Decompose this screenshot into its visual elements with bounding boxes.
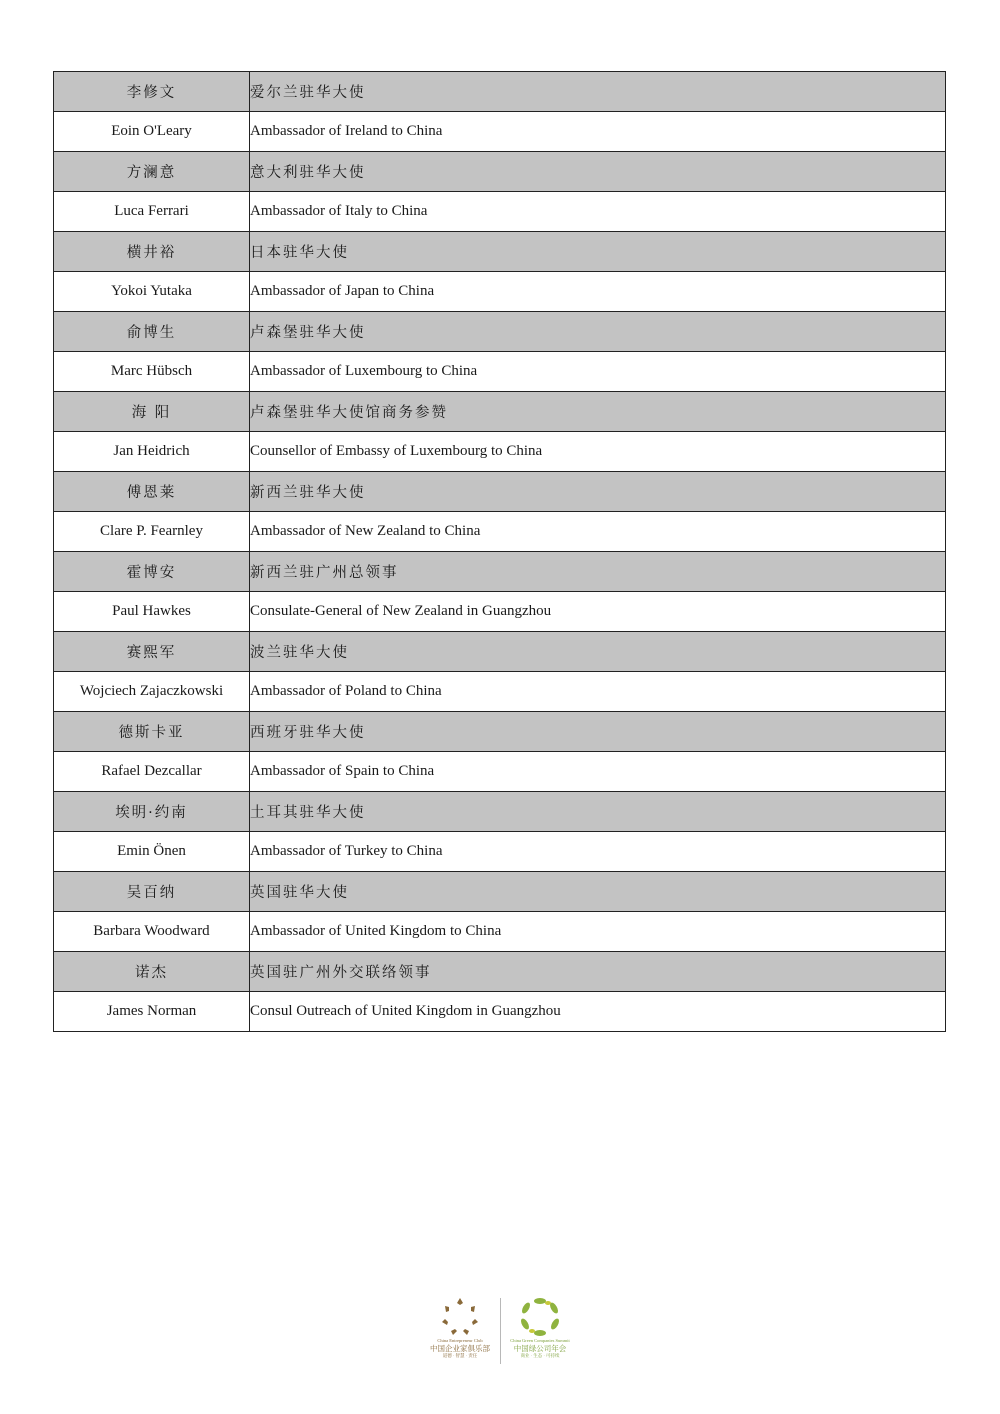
cec-emblem-icon: [437, 1296, 483, 1338]
title-cell: 西班牙驻华大使: [250, 712, 946, 752]
name-cell: 埃明·约南: [54, 792, 250, 832]
title-cell: Counsellor of Embassy of Luxembourg to China: [250, 432, 946, 472]
table-row-english: [54, 432, 946, 472]
title-cell: Consulate-General of New Zealand in Guangzhou: [250, 592, 946, 632]
name-cell: 方澜意: [54, 152, 250, 192]
cec-english-name: China Entrepreneur Club: [437, 1338, 483, 1343]
table-row-english: [54, 592, 946, 632]
name-cell: 赛熙军: [54, 632, 250, 672]
name-cell: Barbara Woodward: [54, 912, 250, 952]
table-row-english: [54, 112, 946, 152]
cgcs-chinese-name: 中国绿公司年会: [513, 1343, 567, 1353]
title-cell: Ambassador of Spain to China: [250, 752, 946, 792]
china-green-companies-logo: [505, 1296, 575, 1358]
name-cell: 霍博安: [54, 552, 250, 592]
title-cell: 意大利驻华大使: [250, 152, 946, 192]
title-cell: 卢森堡驻华大使: [250, 312, 946, 352]
title-cell: Ambassador of Ireland to China: [250, 112, 946, 152]
table-row-english: [54, 752, 946, 792]
diplomat-roster-table: [53, 71, 946, 1032]
title-cell: 卢森堡驻华大使馆商务参赞: [250, 392, 946, 432]
name-cell: 横井裕: [54, 232, 250, 272]
name-cell: 海 阳: [54, 392, 250, 432]
name-cell: 俞博生: [54, 312, 250, 352]
name-cell: 吴百纳: [54, 872, 250, 912]
title-cell: Ambassador of Italy to China: [250, 192, 946, 232]
table-row-english: [54, 512, 946, 552]
table-row-english: [54, 672, 946, 712]
title-cell: 新西兰驻华大使: [250, 472, 946, 512]
table-row-english: [54, 912, 946, 952]
name-cell: Rafael Dezcallar: [54, 752, 250, 792]
cgcs-motto: 商业 · 生态 · 可持续: [520, 1352, 560, 1358]
name-cell: James Norman: [54, 992, 250, 1032]
cec-motto: 道德 · 智慧 · 责任: [442, 1352, 478, 1358]
title-cell: Ambassador of United Kingdom to China: [250, 912, 946, 952]
title-cell: 波兰驻华大使: [250, 632, 946, 672]
title-cell: Ambassador of Japan to China: [250, 272, 946, 312]
logo-divider: [500, 1298, 501, 1364]
title-cell: 日本驻华大使: [250, 232, 946, 272]
table-row-english: [54, 992, 946, 1032]
table-row-chinese: [54, 152, 946, 192]
green-leaf-ring-icon: [517, 1296, 563, 1338]
name-cell: 傅恩莱: [54, 472, 250, 512]
table-row-chinese: [54, 392, 946, 432]
table-row-chinese: [54, 472, 946, 512]
name-cell: Clare P. Fearnley: [54, 512, 250, 552]
title-cell: 土耳其驻华大使: [250, 792, 946, 832]
title-cell: 英国驻广州外交联络领事: [250, 952, 946, 992]
title-cell: Ambassador of Luxembourg to China: [250, 352, 946, 392]
title-cell: Consul Outreach of United Kingdom in Guangzhou: [250, 992, 946, 1032]
table-row-chinese: [54, 312, 946, 352]
table-row-english: [54, 832, 946, 872]
name-cell: Wojciech Zajaczkowski: [54, 672, 250, 712]
name-cell: 李修文: [54, 72, 250, 112]
table-row-chinese: [54, 632, 946, 672]
name-cell: Jan Heidrich: [54, 432, 250, 472]
table-row-chinese: [54, 552, 946, 592]
name-cell: Marc Hübsch: [54, 352, 250, 392]
table-row-chinese: [54, 952, 946, 992]
name-cell: Luca Ferrari: [54, 192, 250, 232]
title-cell: 爱尔兰驻华大使: [250, 72, 946, 112]
table-row-chinese: [54, 872, 946, 912]
table-row-chinese: [54, 712, 946, 752]
title-cell: Ambassador of Turkey to China: [250, 832, 946, 872]
title-cell: 新西兰驻广州总领事: [250, 552, 946, 592]
name-cell: 德斯卡亚: [54, 712, 250, 752]
footer-logos: [425, 1296, 575, 1368]
title-cell: Ambassador of New Zealand to China: [250, 512, 946, 552]
name-cell: 诺杰: [54, 952, 250, 992]
table-row-english: [54, 352, 946, 392]
table-row-chinese: [54, 72, 946, 112]
china-entrepreneur-club-logo: [425, 1296, 495, 1358]
name-cell: Emin Önen: [54, 832, 250, 872]
table-row-chinese: [54, 792, 946, 832]
name-cell: Eoin O'Leary: [54, 112, 250, 152]
table-row-english: [54, 272, 946, 312]
title-cell: 英国驻华大使: [250, 872, 946, 912]
name-cell: Yokoi Yutaka: [54, 272, 250, 312]
table-row-chinese: [54, 232, 946, 272]
cec-chinese-name: 中国企业家俱乐部: [430, 1343, 490, 1353]
cgcs-english-name: China Green Companies Summit: [510, 1338, 570, 1343]
table-row-english: [54, 192, 946, 232]
title-cell: Ambassador of Poland to China: [250, 672, 946, 712]
name-cell: Paul Hawkes: [54, 592, 250, 632]
